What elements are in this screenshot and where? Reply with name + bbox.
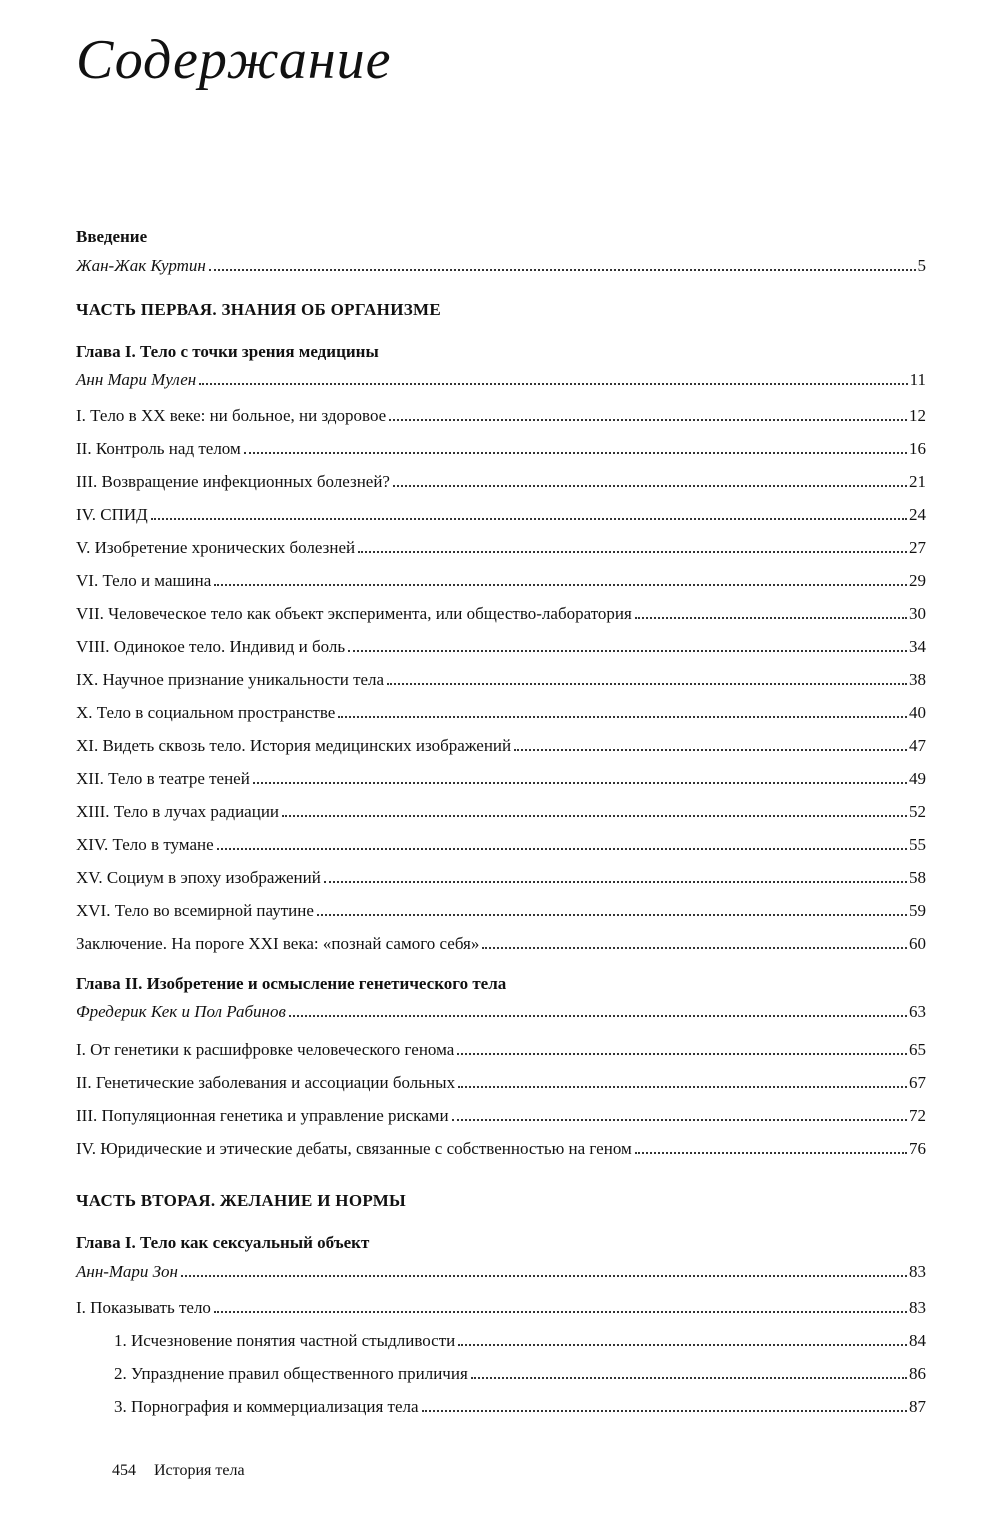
- entry-page: 83: [909, 1298, 926, 1317]
- entry-page: 12: [909, 406, 926, 425]
- toc-entry[interactable]: [76, 864, 926, 888]
- entry-page: 63: [909, 1002, 926, 1021]
- entry-page: 76: [909, 1139, 926, 1158]
- toc-entry[interactable]: [76, 666, 926, 690]
- dot-leader: [389, 419, 907, 421]
- toc-entry[interactable]: [76, 1135, 926, 1159]
- entry-text: Анн Мари Мулен: [76, 370, 197, 389]
- dot-leader: [289, 1015, 907, 1017]
- toc-entry[interactable]: [76, 567, 926, 591]
- entry-page: 24: [909, 505, 926, 524]
- toc-entry[interactable]: [76, 798, 926, 822]
- entry-page: 67: [909, 1073, 926, 1092]
- dot-leader: [151, 518, 907, 520]
- entry-text: Жан-Жак Куртин: [76, 256, 206, 275]
- dot-leader: [282, 815, 907, 817]
- entry-text: XV. Социум в эпоху изображений: [76, 868, 321, 887]
- entry-text: VII. Человеческое тело как объект эксперимента, или общество-лаборатория: [76, 604, 632, 623]
- entry-text: XIII. Тело в лучах радиации: [76, 802, 280, 821]
- toc-entry-sub[interactable]: [114, 1393, 926, 1417]
- dot-leader: [217, 848, 907, 850]
- entry-text: XVI. Тело во всемирной паутине: [76, 901, 314, 920]
- part-heading-2: ЧАСТЬ ВТОРАЯ. ЖЕЛАНИЕ И НОРМЫ: [76, 1191, 407, 1210]
- entry-page: 16: [909, 439, 926, 458]
- toc-entry[interactable]: [76, 1069, 926, 1093]
- chapter-heading: Глава I. Тело с точки зрения медицины: [76, 342, 379, 361]
- toc-entry-sub[interactable]: [114, 1360, 926, 1384]
- dot-leader: [482, 947, 907, 949]
- entry-text: XIV. Тело в тумане: [76, 835, 214, 854]
- toc-entry[interactable]: [76, 765, 926, 789]
- entry-page: 59: [909, 901, 926, 920]
- dot-leader: [244, 452, 907, 454]
- dot-leader: [324, 881, 907, 883]
- entry-page: 65: [909, 1040, 926, 1059]
- page-number: 454: [112, 1462, 136, 1479]
- entry-text: VI. Тело и машина: [76, 571, 212, 590]
- dot-leader: [317, 914, 907, 916]
- entry-page: 87: [909, 1397, 926, 1416]
- entry-page: 38: [909, 670, 926, 689]
- entry-page: 21: [909, 472, 926, 491]
- entry-text: II. Генетические заболевания и ассоциации больных: [76, 1073, 456, 1092]
- page-title: Содержание: [76, 29, 392, 91]
- entry-page: 34: [909, 637, 926, 656]
- toc-entry[interactable]: [76, 402, 926, 426]
- entry-page: 11: [909, 370, 926, 389]
- entry-text: I. От генетики к расшифровке человеческого генома: [76, 1040, 455, 1059]
- entry-page: 40: [909, 703, 926, 722]
- dot-leader: [452, 1119, 907, 1121]
- entry-page: 49: [909, 769, 926, 788]
- entry-text: I. Тело в XX веке: ни больное, ни здоровое: [76, 406, 387, 425]
- entry-text: Фредерик Кек и Пол Рабинов: [76, 1002, 286, 1021]
- dot-leader: [514, 749, 907, 751]
- entry-text: III. Возвращение инфекционных болезней?: [76, 472, 390, 491]
- entry-page: 27: [909, 538, 926, 557]
- entry-page: 83: [909, 1262, 926, 1281]
- dot-leader: [393, 485, 907, 487]
- dot-leader: [457, 1053, 907, 1055]
- dot-leader: [635, 1152, 907, 1154]
- entry-text: 1. Исчезновение понятия частной стыдливости: [114, 1331, 456, 1350]
- entry-text: IX. Научное признание уникальности тела: [76, 670, 385, 689]
- dot-leader: [338, 716, 907, 718]
- toc-entry-sub[interactable]: [114, 1327, 926, 1351]
- entry-text: 3. Порнография и коммерциализация тела: [114, 1397, 419, 1416]
- toc-entry-chapter-author[interactable]: [76, 366, 926, 390]
- entry-text: II. Контроль над телом: [76, 439, 241, 458]
- toc-entry[interactable]: [76, 633, 926, 657]
- entry-text: XII. Тело в театре теней: [76, 769, 250, 788]
- toc-entry[interactable]: [76, 501, 926, 525]
- chapter-heading: Глава II. Изобретение и осмысление генетического тела: [76, 974, 507, 993]
- dot-leader: [471, 1377, 907, 1379]
- dot-leader: [348, 650, 907, 652]
- toc-entry[interactable]: [76, 930, 926, 954]
- entry-page: 72: [909, 1106, 926, 1125]
- entry-page: 5: [917, 256, 926, 275]
- entry-text: Заключение. На пороге XXI века: «познай самого себя»: [76, 934, 480, 953]
- toc-entry[interactable]: [76, 435, 926, 459]
- entry-text: 2. Упразднение правил общественного приличия: [114, 1364, 468, 1383]
- dot-leader: [635, 617, 907, 619]
- dot-leader: [214, 1311, 907, 1313]
- toc-entry[interactable]: [76, 1294, 926, 1318]
- toc-entry-intro-author[interactable]: [76, 252, 926, 276]
- entry-page: 52: [909, 802, 926, 821]
- dot-leader: [253, 782, 907, 784]
- part-heading-1: ЧАСТЬ ПЕРВАЯ. ЗНАНИЯ ОБ ОРГАНИЗМЕ: [76, 300, 441, 319]
- entry-page: 84: [909, 1331, 926, 1350]
- book-title: История тела: [154, 1462, 245, 1479]
- dot-leader: [181, 1275, 907, 1277]
- entry-text: I. Показывать тело: [76, 1298, 211, 1317]
- entry-text: X. Тело в социальном пространстве: [76, 703, 336, 722]
- entry-text: III. Популяционная генетика и управление рисками: [76, 1106, 449, 1125]
- toc-entry[interactable]: [76, 1102, 926, 1126]
- entry-text: XI. Видеть сквозь тело. История медицинских изображений: [76, 736, 512, 755]
- toc-entry-chapter-author[interactable]: [76, 1258, 926, 1282]
- dot-leader: [358, 551, 907, 553]
- entry-page: 55: [909, 835, 926, 854]
- dot-leader: [458, 1086, 907, 1088]
- entry-text: IV. СПИД: [76, 505, 148, 524]
- intro-heading: Введение: [76, 227, 148, 246]
- entry-page: 30: [909, 604, 926, 623]
- toc-entry-chapter-author[interactable]: [76, 998, 926, 1022]
- entry-text: Анн-Мари Зон: [76, 1262, 178, 1281]
- toc-entry[interactable]: [76, 1036, 926, 1060]
- entry-text: VIII. Одинокое тело. Индивид и боль: [76, 637, 346, 656]
- entry-page: 60: [909, 934, 926, 953]
- dot-leader: [214, 584, 907, 586]
- page-footer: [112, 1462, 245, 1480]
- entry-page: 58: [909, 868, 926, 887]
- toc-entry[interactable]: [76, 897, 926, 921]
- entry-page: 86: [909, 1364, 926, 1383]
- toc-entry[interactable]: [76, 831, 926, 855]
- toc-entry[interactable]: [76, 534, 926, 558]
- dot-leader: [209, 269, 916, 271]
- dot-leader: [458, 1344, 907, 1346]
- chapter-heading: Глава I. Тело как сексуальный объект: [76, 1233, 370, 1252]
- dot-leader: [199, 383, 907, 385]
- dot-leader: [387, 683, 907, 685]
- toc-entry[interactable]: [76, 699, 926, 723]
- entry-page: 29: [909, 571, 926, 590]
- dot-leader: [422, 1410, 907, 1412]
- entry-page: 47: [909, 736, 926, 755]
- toc-entry[interactable]: [76, 468, 926, 492]
- toc-entry[interactable]: [76, 732, 926, 756]
- entry-text: V. Изобретение хронических болезней: [76, 538, 356, 557]
- entry-text: IV. Юридические и этические дебаты, связанные с собственностью на геном: [76, 1139, 632, 1158]
- toc-entry[interactable]: [76, 600, 926, 624]
